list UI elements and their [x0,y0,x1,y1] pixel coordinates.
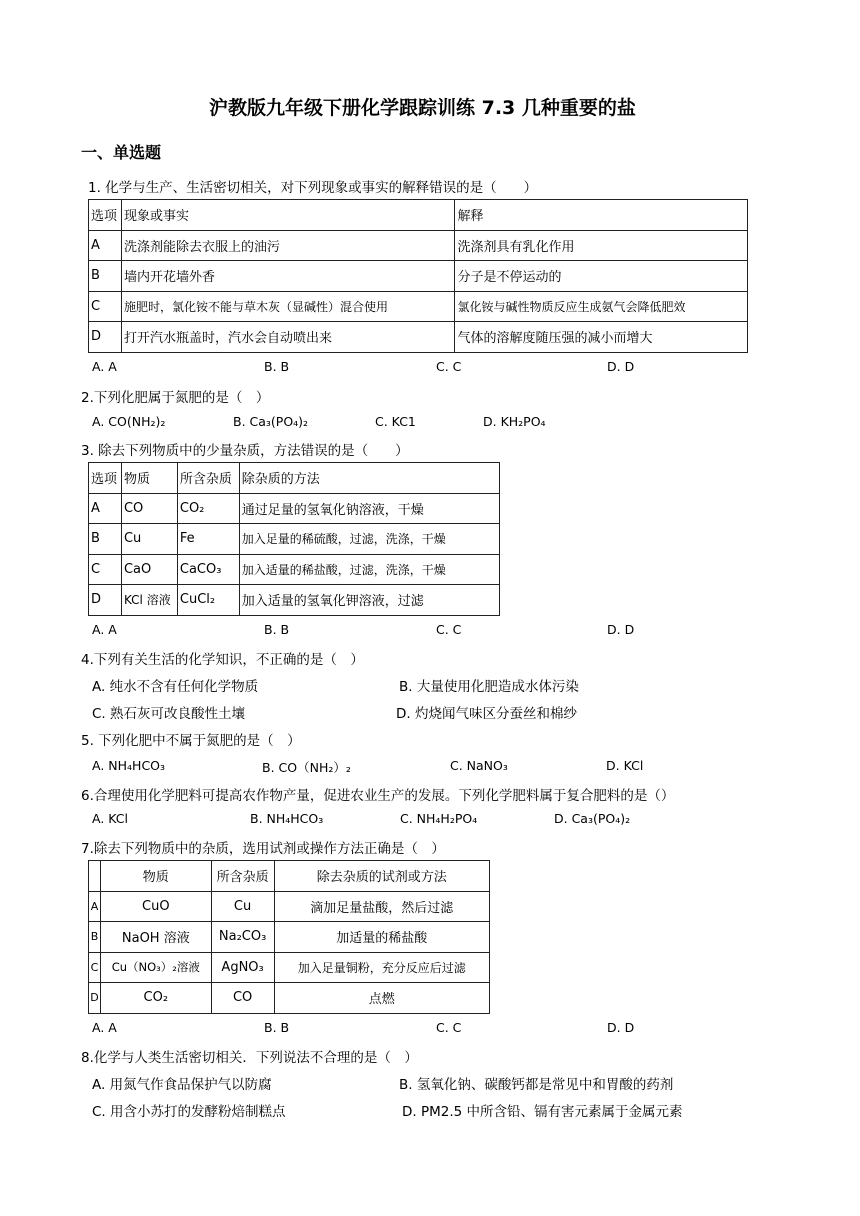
table-cell: CO₂ [177,493,239,524]
table-header-cell: 除杂质的方法 [239,463,499,494]
table-header-row [89,463,500,494]
option-c[interactable]: C. C [436,622,462,637]
table-header-cell: 选项 [89,463,122,494]
option-a[interactable]: A. A [92,359,117,374]
table-cell: AgNO₃ [211,952,274,983]
question-6-stem: 6.合理使用化学肥料可提高农作物产量，促进农业生产的发展。下列化学肥料属于复合肥料的是（） [81,788,675,804]
option-d[interactable]: D. KCl [606,758,644,773]
option-c[interactable]: C. KC1 [375,414,416,429]
option-c[interactable]: C. 熟石灰可改良酸性土壤 [92,706,246,722]
question-1-stem: 1. 化学与生产、生活密切相关，对下列现象或事实的解释错误的是（ ） [88,180,538,196]
table-row [89,291,748,322]
option-a[interactable]: A. A [92,1020,117,1035]
table-cell: CaCO₃ [177,554,239,585]
question-7-table [88,860,490,1014]
table-cell: 洗涤剂能除去衣服上的油污 [121,230,454,261]
option-d[interactable]: D. PM2.5 中所含铅、镉有害元素属于金属元素 [402,1104,683,1120]
option-c[interactable]: C. NaNO₃ [450,758,508,773]
table-cell: C [89,554,122,585]
table-cell: 施肥时，氯化铵不能与草木灰（显碱性）混合使用 [121,291,454,322]
option-b[interactable]: B. B [264,359,290,374]
table-cell: 加适量的稀盐酸 [274,922,489,953]
option-a[interactable]: A. CO(NH₂)₂ [92,414,166,429]
option-b[interactable]: B. 大量使用化肥造成水体污染 [399,679,579,695]
table-cell: 打开汽水瓶盖时，汽水会自动喷出来 [121,322,454,353]
option-d[interactable]: D. D [607,1020,635,1035]
option-a[interactable]: A. 用氮气作食品保护气以防腐 [92,1077,272,1093]
option-d[interactable]: D. D [607,359,635,374]
option-a[interactable]: A. A [92,622,117,637]
question-2-stem: 2.下列化肥属于氮肥的是（ ） [81,390,270,406]
question-3-stem: 3. 除去下列物质中的少量杂质，方法错误的是（ ） [81,443,409,459]
table-cell: CO₂ [100,983,211,1014]
table-cell: 加入足量铜粉，充分反应后过滤 [274,952,489,983]
table-cell: Fe [177,524,239,555]
option-a[interactable]: A. 纯水不含有任何化学物质 [92,679,259,695]
table-row [89,585,500,616]
table-header-cell [89,861,101,892]
table-header-cell: 物质 [121,463,177,494]
table-cell: A [89,493,122,524]
section-heading: 一、单选题 [81,143,162,162]
table-cell: Cu [121,524,177,555]
table-header-cell: 物质 [100,861,211,892]
table-cell: 加入适量的氢氧化钾溶液，过滤 [239,585,499,616]
table-cell: CO [211,983,274,1014]
option-c[interactable]: C. C [436,359,462,374]
table-cell: CuO [100,891,211,922]
option-b[interactable]: B. B [264,1020,290,1035]
option-c[interactable]: C. NH₄H₂PO₄ [400,811,478,826]
table-row [89,983,490,1014]
table-cell: B [89,261,122,292]
table-cell: 点燃 [274,983,489,1014]
option-b[interactable]: B. CO（NH₂）₂ [262,760,351,775]
question-5-stem: 5. 下列化肥中不属于氮肥的是（ ） [81,733,301,749]
table-header-cell: 选项 [89,200,122,231]
question-1-table [88,199,748,353]
option-c[interactable]: C. 用含小苏打的发酵粉焙制糕点 [92,1104,286,1120]
table-cell: CaO [121,554,177,585]
table-cell: C [89,952,101,983]
table-cell: KCl 溶液 [121,585,177,616]
table-row [89,891,490,922]
table-cell: 气体的溶解度随压强的减小而增大 [455,322,748,353]
table-row [89,952,490,983]
option-a[interactable]: A. NH₄HCO₃ [92,758,166,773]
table-header-cell: 现象或事实 [121,200,454,231]
table-row [89,493,500,524]
table-cell: 加入足量的稀硫酸，过滤，洗涤，干燥 [239,524,499,555]
option-b[interactable]: B. 氢氧化钠、碳酸钙都是常见中和胃酸的药剂 [399,1077,674,1093]
question-7-stem: 7.除去下列物质中的杂质，选用试剂或操作方法正确是（ ） [81,841,445,857]
table-cell: NaOH 溶液 [100,922,211,953]
table-header-cell: 所含杂质 [211,861,274,892]
table-cell: 加入适量的稀盐酸，过滤，洗涤，干燥 [239,554,499,585]
option-d[interactable]: D. Ca₃(PO₄)₂ [554,811,631,826]
table-cell: Cu（NO₃）₂溶液 [100,952,211,983]
option-d[interactable]: D. 灼烧闻气味区分蚕丝和棉纱 [396,706,577,722]
table-header-cell: 解释 [455,200,748,231]
table-cell: A [89,230,122,261]
table-cell: D [89,585,122,616]
table-cell: Cu [211,891,274,922]
table-row [89,922,490,953]
table-cell: D [89,322,122,353]
table-header-row [89,861,490,892]
document-title: 沪教版九年级下册化学跟踪训练 7.3 几种重要的盐 [209,97,636,119]
table-cell: CO [121,493,177,524]
table-cell: 氯化铵与碱性物质反应生成氨气会降低肥效 [455,291,748,322]
table-cell: C [89,291,122,322]
question-4-stem: 4.下列有关生活的化学知识，不正确的是（ ） [81,652,364,668]
option-a[interactable]: A. KCl [92,811,128,826]
table-cell: B [89,524,122,555]
table-row [89,261,748,292]
option-b[interactable]: B. NH₄HCO₃ [250,811,324,826]
table-row [89,230,748,261]
table-cell: 分子是不停运动的 [455,261,748,292]
table-cell: 墙内开花墙外香 [121,261,454,292]
table-header-row [89,200,748,231]
table-cell: A [89,891,101,922]
option-b[interactable]: B. B [264,622,290,637]
question-8-stem: 8.化学与人类生活密切相关．下列说法不合理的是（ ） [81,1050,418,1066]
table-cell: 滴加足量盐酸，然后过滤 [274,891,489,922]
table-header-cell: 除去杂质的试剂或方法 [274,861,489,892]
question-3-table [88,462,500,616]
table-cell: 通过足量的氢氧化钠溶液，干燥 [239,493,499,524]
option-b[interactable]: B. Ca₃(PO₄)₂ [233,414,309,429]
table-row [89,554,500,585]
table-cell: Na₂CO₃ [211,922,274,953]
table-header-cell: 所含杂质 [177,463,239,494]
table-cell: 洗涤剂具有乳化作用 [455,230,748,261]
table-cell: B [89,922,101,953]
option-d[interactable]: D. D [607,622,635,637]
option-c[interactable]: C. C [436,1020,462,1035]
table-cell: CuCl₂ [177,585,239,616]
table-cell: D [89,983,101,1014]
table-row [89,524,500,555]
option-d[interactable]: D. KH₂PO₄ [483,414,546,429]
table-row [89,322,748,353]
